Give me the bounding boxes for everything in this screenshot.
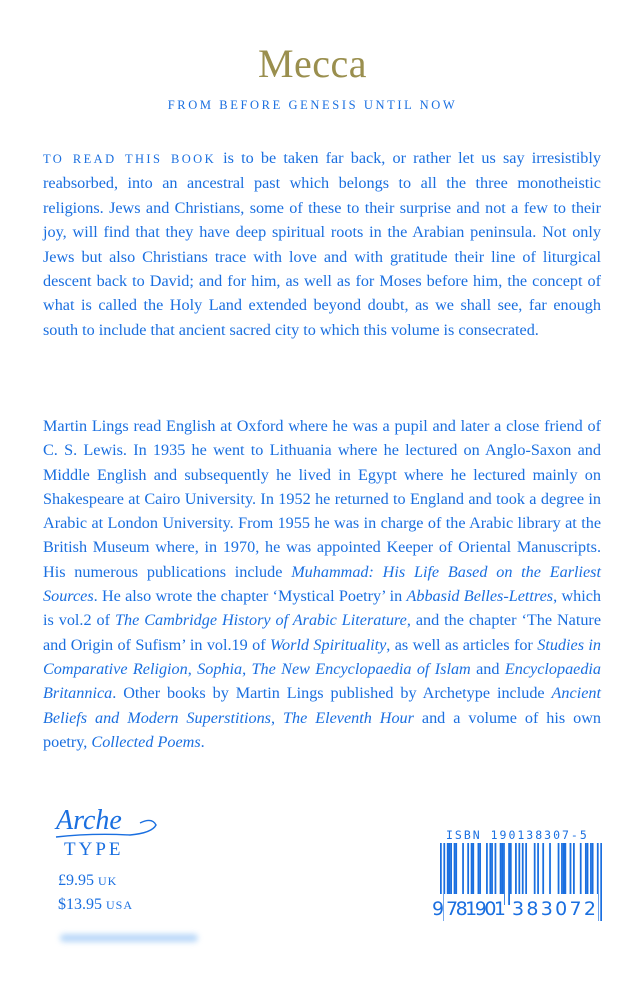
bio-title-italic: Ancient Beliefs and Modern Superstitions: [43, 684, 601, 727]
bio-text: and a volume of his own poetry,: [43, 708, 601, 751]
isbn-label: ISBN 190138307-5: [446, 828, 589, 842]
bio-text: .: [200, 732, 205, 751]
price-region: USA: [106, 898, 134, 912]
bio-text: , as well as articles for: [386, 635, 538, 654]
bio-text: ,: [242, 659, 252, 678]
logo-bottom-text: TYPE: [64, 839, 124, 859]
book-subtitle: FROM BEFORE GENESIS UNTIL NOW: [167, 98, 458, 112]
barcode-digit-first: 9: [432, 898, 445, 920]
bio-text: . He also wrote the chapter ‘Mystical Poetry’ in: [93, 587, 407, 606]
bio-text: and: [470, 659, 505, 678]
price-region: UK: [98, 874, 118, 888]
bio-title-italic: World Spirituality: [270, 635, 387, 654]
logo-top-text: Arche: [56, 805, 122, 836]
bio-text: ,: [270, 708, 283, 727]
bio-title-italic: Sophia: [197, 659, 243, 678]
bio-title-italic: The Cambridge History of Arabic Literature: [114, 611, 407, 630]
blurb-paragraph: [43, 146, 601, 342]
bio-text: , and the chapter ‘The Nature and Origin of Sufism’ in vol.19 of: [43, 611, 602, 654]
price-amount: $13.95: [58, 896, 102, 913]
price-usa: [58, 896, 133, 914]
bio-title-italic: Collected Poems: [91, 732, 201, 751]
price-amount: £9.95: [58, 872, 94, 889]
barcode-digits-group2: 383072: [512, 898, 596, 920]
bio-text: , which is vol.2 of: [43, 587, 602, 630]
blurb-lead: TO READ THIS BOOK: [43, 152, 216, 166]
barcode-digits-group1: 781901: [446, 898, 506, 920]
blurb-text: is to be taken far back, or rather let us say irresistibly reabsorbed, into an ancestral past which belongs to all the three monotheistic religions. Jews and Christians, some of these to their surprise and not a few to their joy, will find that they have deep spiritual roots in the Arabian peninsula. Not only Jews but also Christians trace with love and with gratitude their line of liturgical descent back to David; and for him, as well as for Moses before him, the concept of what is called the Holy Land extended beyond doubt, as we shall see, far enough south to include that ancient sacred city to which this volume is consecrated.: [43, 149, 601, 339]
author-bio: [43, 414, 601, 754]
bio-text: . Other books by Martin Lings published by Archetype include: [112, 684, 552, 703]
bio-title-italic: The Eleventh Hour: [282, 708, 414, 727]
barcode-bar: [508, 843, 510, 905]
bio-title-italic: Abbasid Belles-Lettres: [406, 587, 554, 606]
bio-title-italic: Muhammad: His Life Based on the Earliest Sources: [43, 562, 601, 606]
price-uk: [58, 872, 117, 890]
bio-title-italic: The New Encyclopaedia of Islam: [251, 659, 471, 678]
book-title: Mecca: [257, 41, 368, 86]
bio-title-italic: Encyclopaedia Britannica: [43, 659, 602, 703]
barcode-bar: [600, 843, 602, 921]
bio-text: Martin Lings read English at Oxford where he was a pupil and later a close friend of C. S. Lewis. In 1935 he went to Lithuania where he lectured on Anglo-Saxon and Middle English and subsequently he lived in Egypt where he lectured mainly on Shakespeare at Cairo University. In 1952 he returned to England and took a degree in Arabic at London University. From 1955 he was in charge of the Arabic library at the British Museum where, in 1970, he was appointed Keeper of Oriental Manuscripts. His numerous publications include: [43, 417, 601, 581]
archetype-logo: [52, 803, 162, 859]
isbn-barcode: [430, 843, 602, 921]
bio-text: ,: [187, 659, 198, 678]
bio-title-italic: Studies in Comparative Religion: [43, 635, 601, 678]
blurred-website-url: [60, 934, 198, 942]
